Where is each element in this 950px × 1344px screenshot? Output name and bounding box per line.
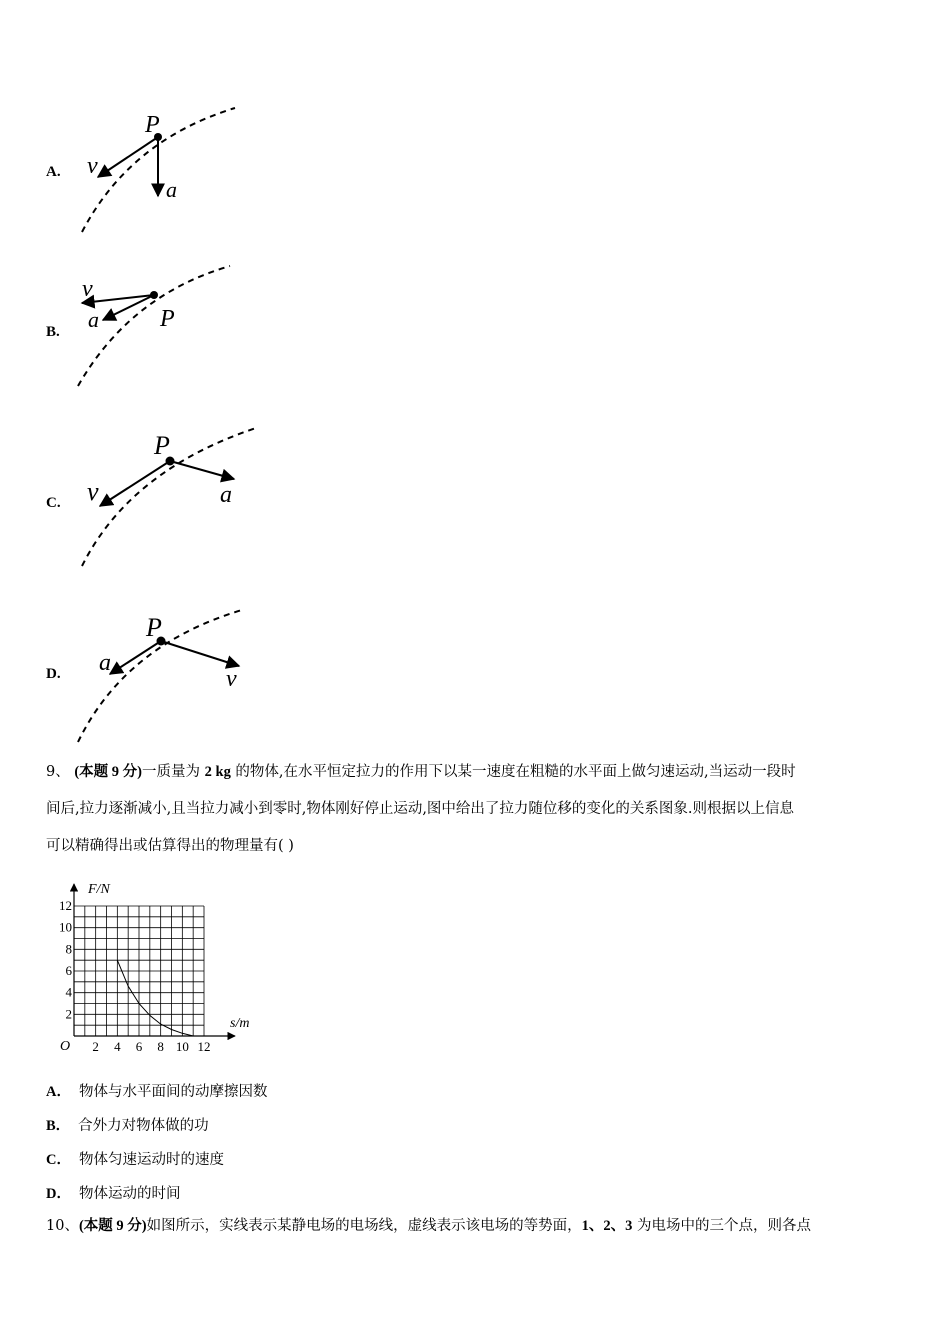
y-axis-label: F/N [88, 882, 110, 897]
option-d-figure [70, 600, 270, 745]
label-a: a [166, 177, 177, 202]
label-a: a [220, 482, 232, 508]
x-tick-labels [92, 1039, 210, 1054]
velocity-arrow [98, 137, 158, 177]
x-tick-label: 2 [92, 1039, 99, 1054]
label-v: v [87, 153, 98, 179]
y-tick-label: 10 [59, 919, 72, 935]
y-tick-label: 2 [65, 1006, 72, 1022]
x-tick-label: 10 [175, 1039, 189, 1054]
q9-choice-d: D． 物体运动的时间 [46, 1186, 181, 1202]
q9-mass: 2 kg [204, 764, 231, 780]
trajectory-curve [78, 266, 230, 386]
force-curve [117, 960, 193, 1036]
force-displacement-chart [50, 874, 270, 1054]
q9-line-1: 9、 (本题 9 分)一质量为 2 kg 的物体,在水平恒定拉力的作用下以某一速度在粗糙的水平面上做匀速运动,当运动一段时 [46, 764, 796, 780]
option-c-figure [70, 420, 270, 570]
label-a: a [88, 307, 99, 332]
q9-number: 9、 [46, 764, 70, 780]
y-tick-label: 6 [65, 963, 72, 978]
option-a-figure [70, 100, 270, 240]
q10-number: 10、 [46, 1218, 79, 1234]
velocity-arrow [82, 295, 154, 303]
label-a: a [99, 650, 111, 676]
label-p: P [154, 431, 170, 460]
y-tick-label: 12 [59, 898, 72, 913]
label-p: P [160, 306, 175, 332]
acceleration-arrow [110, 641, 161, 674]
q10-points: (本题 9 分) [78, 1218, 147, 1234]
option-b-label: B. [46, 324, 60, 340]
label-v: v [87, 477, 99, 506]
y-tick-label: 4 [65, 984, 72, 1000]
label-p: P [146, 613, 162, 642]
x-tick-label: 4 [114, 1039, 121, 1054]
option-c-label: C. [46, 495, 61, 511]
label-p: P [145, 112, 160, 138]
q10-line-1: 10、(本题 9 分)如图所示，实线表示某静电场的电场线，虚线表示该电场的等势面，1、2、3 为电场中的三个点，则各点 [46, 1218, 811, 1234]
q9-points: (本题 9 分) [74, 764, 143, 780]
option-b-figure [70, 260, 270, 390]
x-tick-label: 8 [157, 1039, 164, 1054]
y-tick-labels [59, 898, 73, 1021]
q9-line-2: 间后,拉力逐渐减小,且当拉力减小到零时,物体刚好停止运动,图中给出了拉力随位移的变化的关系图象.则根据以上信息 [46, 801, 795, 817]
q9-line-3: 可以精确得出或估算得出的物理量有( ) [46, 838, 294, 854]
velocity-arrow [161, 641, 239, 666]
x-tick-label: 6 [135, 1039, 143, 1054]
q9-choice-a: A． 物体与水平面间的动摩擦因数 [46, 1084, 268, 1100]
chart-grid [74, 906, 204, 1036]
q9-choice-b: B． 合外力对物体做的功 [46, 1118, 209, 1134]
option-a-label: A. [46, 164, 61, 180]
label-v: v [226, 666, 237, 692]
q9-choice-c: C． 物体匀速运动时的速度 [46, 1152, 224, 1168]
origin-label: O [60, 1039, 71, 1054]
x-tick-label: 12 [197, 1039, 211, 1054]
option-d-label: D. [46, 666, 61, 682]
y-tick-label: 8 [65, 941, 72, 957]
label-v: v [82, 276, 93, 302]
x-axis-label: s/m [230, 1016, 250, 1031]
velocity-arrow [100, 461, 170, 506]
acceleration-arrow [170, 461, 234, 479]
